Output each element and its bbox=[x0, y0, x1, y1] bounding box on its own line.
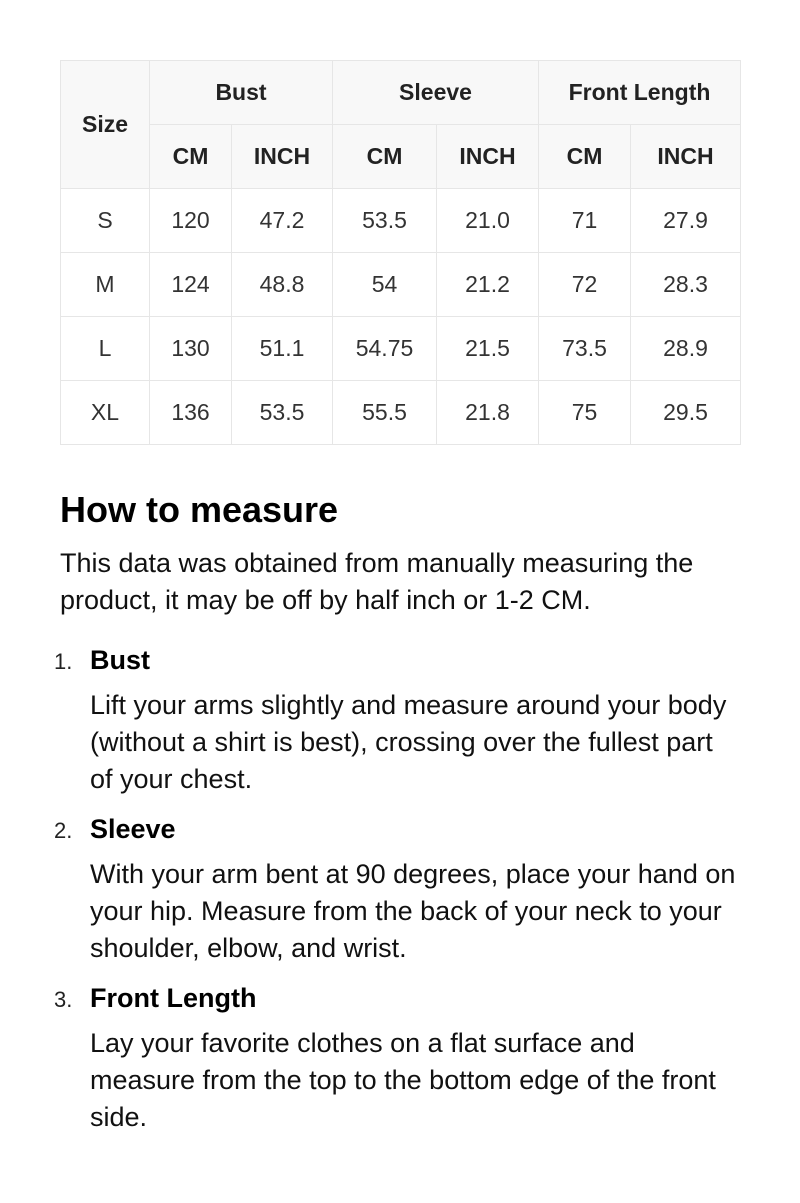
size-column-header: Size bbox=[61, 61, 150, 189]
unit-header: CM bbox=[150, 125, 232, 189]
front-length-group-header: Front Length bbox=[539, 61, 741, 125]
list-item bbox=[54, 812, 740, 967]
step-number: 2. bbox=[54, 818, 73, 843]
sleeve-cm-cell: 54 bbox=[333, 253, 437, 317]
bust-inch-cell: 48.8 bbox=[232, 253, 333, 317]
table-row bbox=[61, 253, 741, 317]
front-length-inch-cell: 29.5 bbox=[631, 381, 741, 445]
bust-cm-cell: 136 bbox=[150, 381, 232, 445]
size-cell: L bbox=[61, 317, 150, 381]
list-item bbox=[54, 643, 740, 798]
table-row bbox=[61, 189, 741, 253]
sleeve-cm-cell: 54.75 bbox=[333, 317, 437, 381]
sleeve-cm-cell: 55.5 bbox=[333, 381, 437, 445]
sleeve-inch-cell: 21.2 bbox=[437, 253, 539, 317]
bust-cm-cell: 124 bbox=[150, 253, 232, 317]
unit-header: CM bbox=[539, 125, 631, 189]
measurement-disclaimer: This data was obtained from manually measuring the product, it may be off by half inch or 1-2 CM. bbox=[60, 548, 694, 615]
bust-cm-cell: 120 bbox=[150, 189, 232, 253]
bust-cm-cell: 130 bbox=[150, 317, 232, 381]
sleeve-group-header: Sleeve bbox=[333, 61, 539, 125]
measurement-steps-list bbox=[54, 643, 740, 1136]
table-header-row-units bbox=[61, 125, 741, 189]
size-cell: M bbox=[61, 253, 150, 317]
front-length-cm-cell: 71 bbox=[539, 189, 631, 253]
front-length-cm-cell: 72 bbox=[539, 253, 631, 317]
front-length-inch-cell: 28.3 bbox=[631, 253, 741, 317]
how-to-measure-heading: How to measure bbox=[60, 489, 339, 530]
front-length-cm-cell: 75 bbox=[539, 381, 631, 445]
step-number: 1. bbox=[54, 649, 73, 674]
table-header-row-groups bbox=[61, 61, 741, 125]
bust-group-header: Bust bbox=[150, 61, 333, 125]
size-guide bbox=[54, 60, 740, 1150]
sleeve-inch-cell: 21.5 bbox=[437, 317, 539, 381]
table-row bbox=[61, 381, 741, 445]
step-description-front-length: Lay your favorite clothes on a flat surface and measure from the top to the bottom edge of the front side. bbox=[90, 1028, 716, 1132]
bust-inch-cell: 51.1 bbox=[232, 317, 333, 381]
size-chart-table bbox=[60, 60, 741, 445]
unit-header: INCH bbox=[437, 125, 539, 189]
front-length-inch-cell: 27.9 bbox=[631, 189, 741, 253]
sleeve-inch-cell: 21.0 bbox=[437, 189, 539, 253]
sleeve-inch-cell: 21.8 bbox=[437, 381, 539, 445]
step-title-front-length: Front Length bbox=[90, 983, 257, 1013]
bust-inch-cell: 47.2 bbox=[232, 189, 333, 253]
front-length-cm-cell: 73.5 bbox=[539, 317, 631, 381]
step-description-sleeve: With your arm bent at 90 degrees, place your hand on your hip. Measure from the back of your neck to your shoulder, elbow, and wrist. bbox=[90, 859, 736, 963]
step-number: 3. bbox=[54, 987, 73, 1012]
list-item bbox=[54, 981, 740, 1136]
unit-header: CM bbox=[333, 125, 437, 189]
front-length-inch-cell: 28.9 bbox=[631, 317, 741, 381]
step-description-bust: Lift your arms slightly and measure around your body (without a shirt is best), crossing over the fullest part of your chest. bbox=[90, 690, 727, 794]
step-title-sleeve: Sleeve bbox=[90, 814, 176, 844]
size-cell: XL bbox=[61, 381, 150, 445]
unit-header: INCH bbox=[631, 125, 741, 189]
bust-inch-cell: 53.5 bbox=[232, 381, 333, 445]
table-row bbox=[61, 317, 741, 381]
sleeve-cm-cell: 53.5 bbox=[333, 189, 437, 253]
step-title-bust: Bust bbox=[90, 645, 150, 675]
size-cell: S bbox=[61, 189, 150, 253]
unit-header: INCH bbox=[232, 125, 333, 189]
